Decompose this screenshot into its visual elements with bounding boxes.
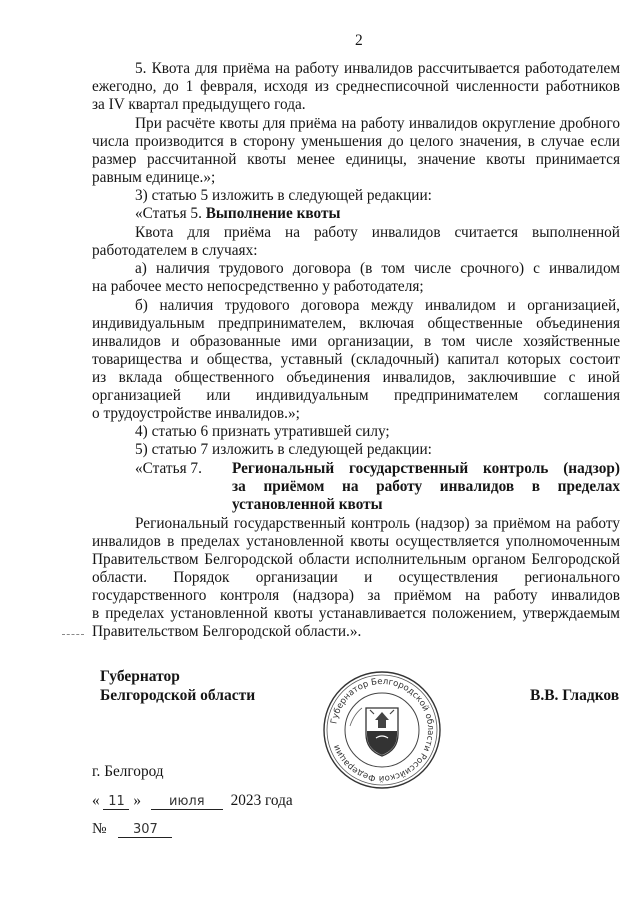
text-line-content: за IV квартал предыдущего года. xyxy=(92,96,306,113)
article-7-label: «Статья 7. xyxy=(135,460,202,477)
text-line xyxy=(0,224,640,242)
text-line xyxy=(0,515,640,533)
text-line-content: из вклада общественного объединения инвалидов, заключившие с иной xyxy=(92,369,620,386)
text-line-content: а) наличия трудового договора (в том числе срочного) с инвалидом xyxy=(135,260,620,277)
text-line-content: 5. Квота для приёма на работу инвалидов рассчитывается работодателем xyxy=(135,60,620,77)
article-5-title: Выполнение квоты xyxy=(205,205,341,222)
text-line-content: в пределах установленной квоты устанавливается положением, утверждаемым xyxy=(92,605,620,622)
text-line-content: размер рассчитанной квоты менее единицы, значение квоты принимается xyxy=(92,151,620,168)
text-line xyxy=(0,551,640,569)
text-line xyxy=(0,333,640,351)
text-line-content: Правительством Белгородской области.». xyxy=(92,623,362,640)
text-line xyxy=(0,441,640,459)
margin-dash-mark xyxy=(62,634,84,635)
official-seal-icon xyxy=(320,668,444,792)
text-line-content: на рабочее место непосредственно у работодателя; xyxy=(92,278,424,295)
text-line-content: 3) статью 5 изложить в следующей редакции: xyxy=(135,187,432,204)
article-7-title-line-1: Региональный государственный контроль (надзор) xyxy=(232,460,620,477)
text-line xyxy=(0,315,640,333)
signature-name: В.В. Гладков xyxy=(530,687,620,704)
date-day: 11 xyxy=(103,794,129,810)
text-line-content: индивидуальным предпринимателем, включая общественные объединения xyxy=(92,315,620,332)
document-number: 307 xyxy=(118,822,172,838)
text-line-content: области. Порядок организации и осуществления регионального xyxy=(92,569,620,586)
text-line-content: Правительством Белгородской области исполнительным органом Белгородской xyxy=(92,551,620,568)
text-line-content: 5) статью 7 изложить в следующей редакции: xyxy=(135,441,432,458)
text-line xyxy=(0,533,640,551)
date-month: июля xyxy=(151,794,223,810)
text-line-content: государственного контроля (надзора) за приёмом на работу инвалидов xyxy=(92,587,620,604)
article-5-heading xyxy=(0,205,640,223)
text-line xyxy=(0,151,640,169)
text-line xyxy=(0,569,640,587)
signature-position-line-2: Белгородской области xyxy=(100,687,256,704)
footer-number xyxy=(92,820,172,838)
text-line xyxy=(0,369,640,387)
text-line-content: о трудоустройстве инвалидов.»; xyxy=(92,405,300,422)
signature-position-line-1: Губернатор xyxy=(100,668,180,685)
text-line xyxy=(0,351,640,369)
text-line-content: Региональный государственный контроль (надзор) за приёмом на работу xyxy=(135,515,620,532)
footer-date xyxy=(92,792,293,810)
text-line xyxy=(0,242,640,260)
text-line-content: инвалидов в пределах установленной квоты осуществляется уполномоченным xyxy=(92,533,620,550)
article-7-heading-line-1 xyxy=(0,460,640,478)
text-line-content: товарищества и общества, уставный (складочный) капитал которых состоит xyxy=(92,351,620,368)
page-number: 2 xyxy=(355,32,363,49)
article-7-heading-line-3 xyxy=(0,496,640,514)
text-line xyxy=(0,297,640,315)
text-line xyxy=(0,96,640,114)
text-line-content: ежегодно, до 1 февраля, исходя из среднесписочной численности работников xyxy=(92,78,620,95)
date-open-quote: « xyxy=(92,792,100,809)
text-line-content: б) наличия трудового договора между инвалидом и организацией, xyxy=(135,297,620,314)
number-label: № xyxy=(92,820,107,837)
text-line-content: работодателем в случаях: xyxy=(92,242,258,259)
text-line xyxy=(0,423,640,441)
text-line xyxy=(0,115,640,133)
article-7-title-line-3: установленной квоты xyxy=(232,496,383,513)
text-line-content: равным единице.»; xyxy=(92,169,216,186)
article-7-title-line-2: за приёмом на работу инвалидов в пределах xyxy=(232,478,620,495)
text-line xyxy=(0,78,640,96)
text-line-content: 4) статью 6 признать утратившей силу; xyxy=(135,423,390,440)
text-line-content: организацией или индивидуальным предпринимателем соглашения xyxy=(92,387,620,404)
text-line xyxy=(0,133,640,151)
text-line xyxy=(0,587,640,605)
text-line xyxy=(0,169,640,187)
text-line xyxy=(0,605,640,623)
text-line-content: числа производится в сторону уменьшения до целого значения, в случае если xyxy=(92,133,620,150)
text-line xyxy=(0,60,640,78)
article-7-heading-line-2 xyxy=(0,478,640,496)
date-year: 2023 года xyxy=(230,792,293,809)
footer-city: г. Белгород xyxy=(92,763,164,780)
text-line xyxy=(0,187,640,205)
text-line xyxy=(0,278,640,296)
text-line-content: инвалидов и образованные ими организации, в том числе хозяйственные xyxy=(92,333,620,350)
text-line xyxy=(0,387,640,405)
text-line xyxy=(0,260,640,278)
seal-text: Губернатор Белгородской области Российской Федерации xyxy=(329,676,436,784)
date-close-quote: » xyxy=(133,792,141,809)
text-line xyxy=(0,405,640,423)
text-line-content: При расчёте квоты для приёма на работу инвалидов округление дробного xyxy=(135,115,620,132)
article-5-prefix: «Статья 5. xyxy=(135,205,206,222)
text-line xyxy=(0,623,640,641)
text-line-content: Квота для приёма на работу инвалидов считается выполненной xyxy=(135,224,620,241)
